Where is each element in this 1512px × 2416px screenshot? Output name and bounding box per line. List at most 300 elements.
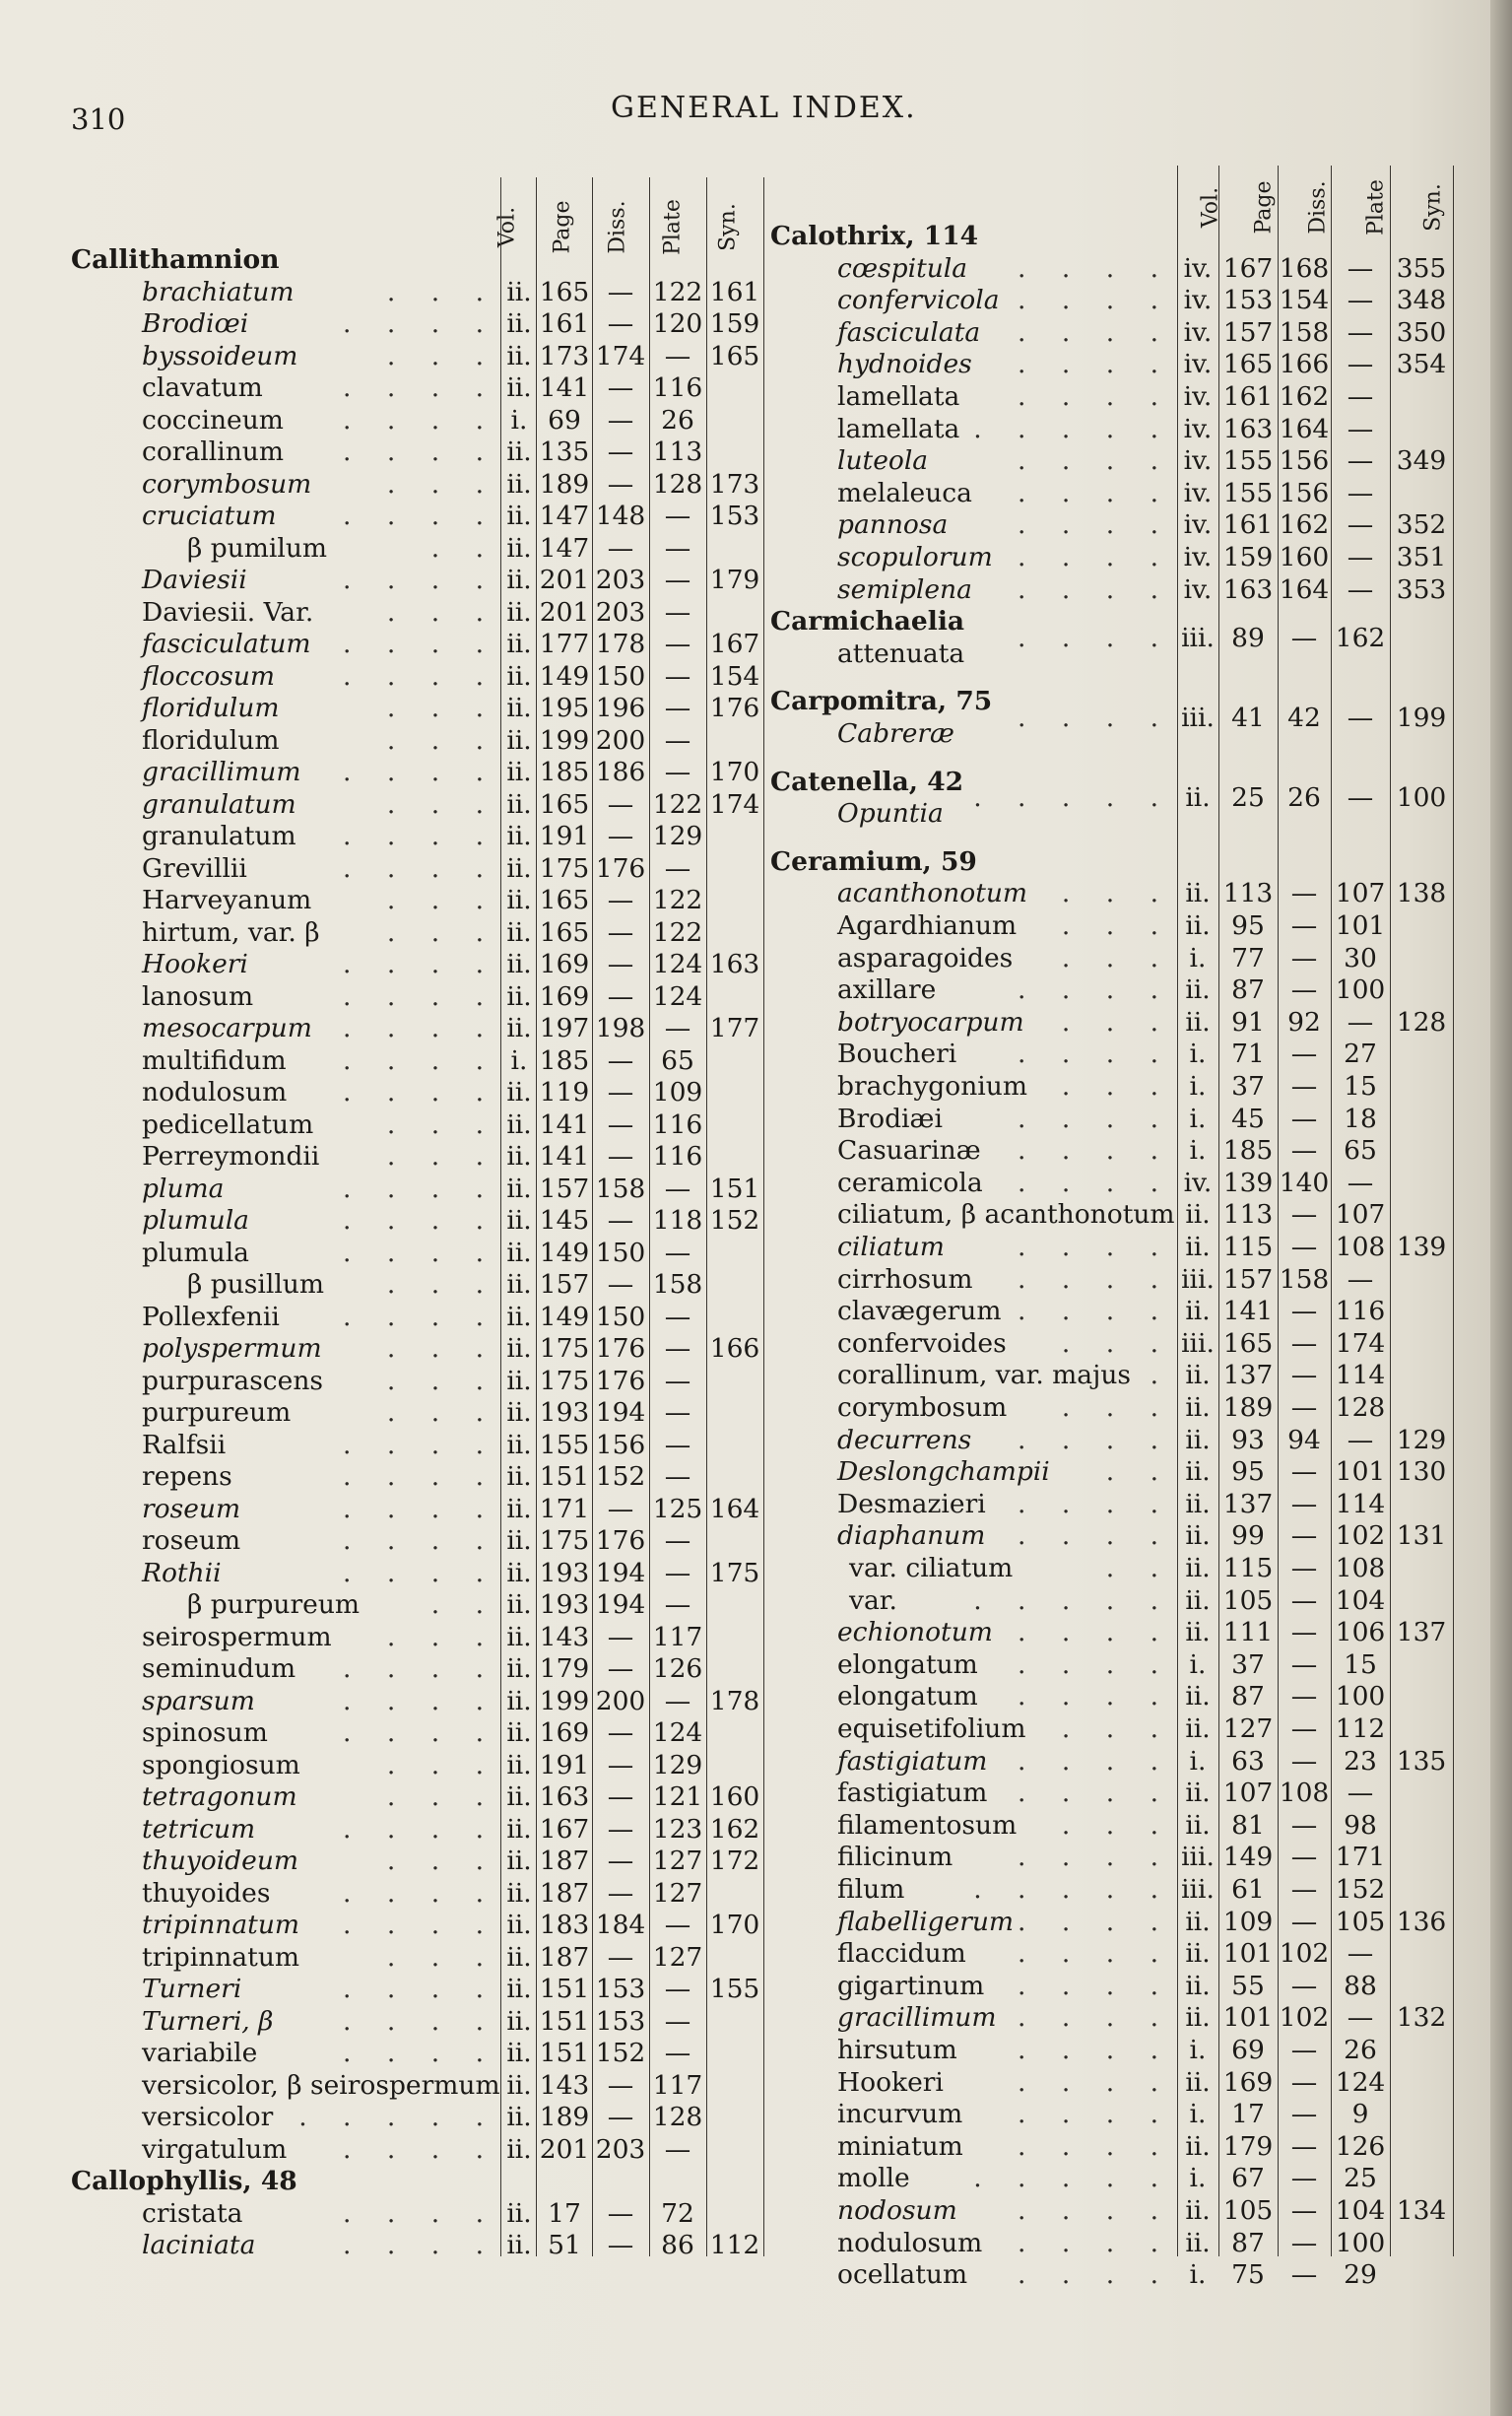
species-name: brachygonium — [837, 1071, 1027, 1102]
diss-cell: — — [1290, 942, 1318, 973]
vol-cell: ii. — [506, 693, 532, 723]
leader-dots: . . . . — [1018, 1778, 1172, 1809]
diss-cell: 198 — [595, 1013, 646, 1043]
species-name: fasciculata — [837, 316, 981, 348]
vol-cell: ii. — [506, 1717, 532, 1748]
plate-cell: 162 — [1335, 622, 1386, 653]
leader-dots: . . . . — [1018, 542, 1172, 572]
diss-cell: 158 — [595, 1173, 646, 1204]
diss-cell: — — [1290, 1809, 1318, 1841]
diss-cell: — — [607, 1493, 634, 1524]
species-name: Cabreræ — [837, 718, 954, 749]
species-name: scopulorum — [837, 542, 993, 572]
diss-cell: 102 — [1279, 2002, 1330, 2034]
diss-cell: 158 — [1279, 1263, 1330, 1295]
plate-cell: 112 — [1335, 1713, 1386, 1744]
vol-cell: ii. — [506, 1108, 532, 1140]
diss-cell: — — [1290, 1970, 1318, 2001]
leader-dots: . . . — [386, 1141, 497, 1172]
diss-cell: 156 — [1279, 477, 1330, 508]
syn-header: Syn. — [715, 203, 741, 251]
diss-cell: — — [607, 788, 634, 820]
diss-header: Diss. — [1305, 180, 1331, 235]
species-name: clavægerum — [837, 1296, 1002, 1327]
species-name: β pumilum — [187, 532, 328, 564]
vol-cell: ii. — [1185, 1906, 1211, 1937]
vol-cell: ii. — [1185, 1232, 1211, 1262]
vol-cell: i. — [1189, 1648, 1207, 1680]
page-cell: 69 — [1231, 2035, 1265, 2065]
index-entry — [0, 1746, 1512, 1778]
page-cell: 101 — [1222, 2002, 1274, 2034]
plate-cell: 30 — [1344, 942, 1377, 973]
vol-cell: i. — [1189, 2035, 1207, 2065]
species-name: Harveyanum — [142, 885, 312, 915]
vol-cell: ii. — [506, 1365, 532, 1396]
vol-cell: ii. — [506, 949, 532, 979]
vol-cell: ii. — [506, 1269, 532, 1300]
vol-header: Vol. — [494, 206, 520, 248]
index-entry — [0, 1039, 1512, 1070]
vol-cell: iv. — [1183, 477, 1213, 508]
syn-cell: 129 — [1396, 1424, 1447, 1455]
plate-cell: — — [664, 340, 691, 371]
vol-cell: ii. — [506, 852, 532, 884]
page-cell: 163 — [1222, 413, 1274, 444]
leader-dots: . . . — [1061, 1392, 1172, 1423]
syn-cell: 161 — [709, 276, 760, 307]
leader-dots: . . . . — [1018, 2002, 1172, 2034]
page-cell: 197 — [539, 1013, 590, 1043]
leader-dots: . . . — [1061, 1809, 1172, 1841]
page-cell: 155 — [539, 1429, 590, 1460]
vol-cell: ii. — [506, 2069, 532, 2101]
plate-cell: 102 — [1335, 1520, 1386, 1552]
page-cell: 81 — [1231, 1809, 1265, 1841]
diss-cell: — — [607, 1653, 634, 1684]
leader-dots: . . . . — [1018, 1648, 1172, 1680]
index-entry — [0, 1007, 1512, 1039]
diss-cell: — — [607, 1205, 634, 1236]
leader-dots: . . . . — [343, 1813, 497, 1845]
plate-cell: — — [1347, 445, 1374, 477]
diss-cell: 42 — [1287, 703, 1321, 733]
vol-cell: ii. — [506, 1141, 532, 1172]
plate-cell: — — [1347, 285, 1374, 316]
syn-header: Syn. — [1420, 183, 1446, 232]
vol-cell: ii. — [506, 1397, 532, 1428]
leader-dots: . . . . — [1018, 2035, 1172, 2065]
species-name: Agardhianum — [837, 910, 1018, 941]
leader-dots: . . . . — [343, 660, 497, 692]
species-name: Daviesii. Var. — [142, 596, 314, 628]
plate-cell: — — [664, 532, 691, 564]
leader-dots: . . . — [386, 596, 497, 628]
page-cell: 191 — [539, 1749, 590, 1780]
diss-cell: — — [1290, 1584, 1318, 1616]
plate-cell: 114 — [1335, 1488, 1386, 1519]
syn-cell: 154 — [709, 660, 760, 692]
syn-cell: 174 — [709, 788, 760, 820]
leader-dots: . . . . — [343, 1173, 497, 1204]
page-cell: 101 — [1222, 1938, 1274, 1970]
index-entry — [0, 2195, 1512, 2227]
page-cell: 163 — [539, 1781, 590, 1812]
species-name: polyspermum — [142, 1333, 322, 1364]
vol-cell: ii. — [1185, 1296, 1211, 1327]
vol-cell: ii. — [1185, 1424, 1211, 1455]
page-cell: 185 — [1222, 1135, 1274, 1167]
page-cell: 193 — [539, 1557, 590, 1588]
vol-cell: ii. — [1185, 1713, 1211, 1744]
index-entry — [0, 542, 1512, 573]
page-cell: 193 — [539, 1589, 590, 1620]
diss-cell: — — [1290, 1745, 1318, 1777]
species-name: fasciculatum — [142, 629, 311, 659]
diss-cell: 153 — [595, 1974, 646, 2004]
diss-cell: 194 — [595, 1397, 646, 1428]
diss-cell: — — [1290, 1103, 1318, 1134]
vol-cell: ii. — [1185, 1456, 1211, 1488]
page-cell: 87 — [1231, 2227, 1265, 2258]
page-cell: 145 — [539, 1205, 590, 1236]
index-entry — [0, 445, 1512, 477]
leader-dots: . . . . — [1018, 573, 1172, 605]
syn-cell: 135 — [1396, 1745, 1447, 1777]
diss-cell: — — [1290, 622, 1318, 653]
vol-cell: ii. — [506, 1205, 532, 1236]
species-name: ocellatum — [837, 2259, 968, 2291]
diss-cell: 148 — [595, 501, 646, 531]
vol-cell: i. — [1189, 2163, 1207, 2194]
leader-dots: . . . . — [343, 1429, 497, 1460]
page-cell: 147 — [539, 501, 590, 531]
diss-cell: — — [607, 1749, 634, 1780]
page-cell: 91 — [1231, 1006, 1265, 1038]
index-entry — [0, 1713, 1512, 1745]
page-cell: 187 — [539, 1877, 590, 1909]
diss-cell: — — [607, 1141, 634, 1172]
species-name: Hookeri — [142, 949, 248, 979]
vol-cell: ii. — [506, 372, 532, 403]
page-cell: 25 — [1231, 782, 1265, 814]
leader-dots: . . . . — [343, 2005, 497, 2037]
vol-cell: ii. — [506, 436, 532, 467]
index-entry — [0, 317, 1512, 349]
species-name: multifidum — [142, 1044, 287, 1076]
plate-cell: 106 — [1335, 1617, 1386, 1648]
syn-cell: 349 — [1396, 445, 1447, 477]
index-entry — [0, 2035, 1512, 2066]
species-name: elongatum — [837, 1681, 978, 1712]
page-cell: 141 — [539, 1108, 590, 1140]
diss-cell: — — [1290, 1392, 1318, 1423]
diss-cell: — — [607, 1813, 634, 1845]
plate-cell: 128 — [652, 468, 703, 500]
page-cell: 187 — [539, 1941, 590, 1973]
leader-dots: . . . — [386, 693, 497, 723]
vol-cell: ii. — [1185, 1970, 1211, 2001]
vol-cell: ii. — [506, 1974, 532, 2004]
page-cell: 179 — [539, 1653, 590, 1684]
species-name: byssoideum — [142, 340, 298, 371]
diss-cell: 194 — [595, 1557, 646, 1588]
species-name: floridulum — [142, 724, 280, 756]
plate-cell: — — [664, 1301, 691, 1332]
diss-cell: — — [1290, 2099, 1318, 2130]
leader-dots: . . . . — [343, 1525, 497, 1556]
leader-dots: . . . — [386, 788, 497, 820]
species-name: confervoides — [837, 1327, 1007, 1359]
species-name: incurvum — [837, 2099, 963, 2130]
species-name: ciliatum — [837, 1232, 945, 1262]
leader-dots: . . . — [386, 1397, 497, 1428]
species-name: Grevillii — [142, 852, 247, 884]
diss-cell: — — [1290, 2195, 1318, 2226]
species-name: sparsum — [142, 1685, 255, 1716]
syn-cell: 163 — [709, 949, 760, 979]
leader-dots: . . . . — [1018, 1681, 1172, 1712]
genus-name: Catenella, 42 — [770, 766, 964, 797]
species-name: gracillimum — [837, 2002, 997, 2034]
diss-cell: 156 — [1279, 445, 1330, 477]
leader-dots: . . . . — [343, 372, 497, 403]
diss-cell: — — [607, 468, 634, 500]
leader-dots: . . . — [1061, 1006, 1172, 1038]
leader-dots: . . — [430, 1589, 497, 1620]
diss-cell: 153 — [595, 2005, 646, 2037]
plate-cell: 128 — [1335, 1392, 1386, 1423]
species-name: brachiatum — [142, 276, 295, 307]
diss-header: Diss. — [605, 200, 630, 254]
plate-cell: — — [1347, 1006, 1374, 1038]
species-name: axillare — [837, 974, 937, 1006]
index-entry — [0, 910, 1512, 942]
leader-dots: . . . . — [1018, 381, 1172, 412]
page-cell: 149 — [539, 1301, 590, 1332]
species-name: hirsutum — [837, 2035, 957, 2065]
running-head: GENERAL INDEX. — [611, 91, 917, 125]
plate-cell: — — [664, 1237, 691, 1268]
species-name: cruciatum — [142, 501, 277, 531]
leader-dots: . . . — [1061, 1071, 1172, 1102]
plate-cell: 86 — [661, 2230, 694, 2260]
plate-cell: 25 — [1344, 2163, 1377, 2194]
plate-cell: — — [1347, 509, 1374, 541]
diss-cell: 152 — [595, 2038, 646, 2068]
plate-cell: 126 — [1335, 2130, 1386, 2162]
diss-cell: — — [607, 1941, 634, 1973]
species-name: luteola — [837, 445, 929, 477]
leader-dots: . . . . — [1018, 2130, 1172, 2162]
page-cell: 95 — [1231, 910, 1265, 941]
page-cell: 165 — [1222, 349, 1274, 380]
plate-cell: 120 — [652, 308, 703, 339]
leader-dots: . . . . — [1018, 316, 1172, 348]
diss-cell: 162 — [1279, 381, 1330, 412]
plate-cell: 100 — [1335, 2227, 1386, 2258]
page-cell: 63 — [1231, 1745, 1265, 1777]
page-cell: 201 — [539, 565, 590, 595]
species-name: granulatum — [142, 821, 296, 851]
species-name: corymbosum — [142, 468, 312, 500]
page-cell: 157 — [1222, 1263, 1274, 1295]
index-entry — [0, 1585, 1512, 1617]
species-name: equisetifolium — [837, 1713, 1026, 1744]
leader-dots: . . . . . — [973, 2163, 1172, 2194]
species-name: Turneri, β — [142, 2005, 274, 2037]
diss-cell: 102 — [1279, 1938, 1330, 1970]
page-cell: 165 — [1222, 1327, 1274, 1359]
plate-cell: 127 — [652, 1877, 703, 1909]
diss-cell: — — [607, 532, 634, 564]
page-cell: 199 — [539, 1685, 590, 1716]
plate-cell: 122 — [652, 788, 703, 820]
species-name: pedicellatum — [142, 1108, 314, 1140]
vol-cell: i. — [510, 1044, 528, 1076]
diss-cell: 184 — [595, 1910, 646, 1940]
species-name: roseum — [142, 1525, 241, 1556]
index-entry — [0, 878, 1512, 909]
species-name: nodulosum — [142, 1077, 288, 1107]
plate-cell: 101 — [1335, 910, 1386, 941]
page-cell: 201 — [539, 596, 590, 628]
diss-cell: — — [607, 1044, 634, 1076]
page-cell: 165 — [539, 788, 590, 820]
vol-cell: ii. — [1185, 2130, 1211, 2162]
vol-cell: ii. — [506, 1333, 532, 1364]
leader-dots: . . . . — [1018, 974, 1172, 1006]
page-cell: 151 — [539, 2038, 590, 2068]
vol-cell: i. — [510, 404, 528, 436]
diss-cell: — — [1290, 1199, 1318, 1231]
index-entry — [0, 1681, 1512, 1712]
species-name: attenuata — [837, 638, 965, 669]
page-cell: 71 — [1231, 1039, 1265, 1070]
plate-cell: 114 — [1335, 1360, 1386, 1391]
species-name: versicolor, β seirospermum — [142, 2069, 500, 2101]
page-cell: 173 — [539, 340, 590, 371]
index-entry — [0, 1425, 1512, 1456]
species-name: acanthonotum — [837, 878, 1028, 909]
species-name: echionotum — [837, 1617, 993, 1648]
page-cell: 161 — [1222, 381, 1274, 412]
plate-cell: 122 — [652, 885, 703, 915]
plate-cell: — — [664, 1974, 691, 2004]
leader-dots: . . . . — [1018, 2066, 1172, 2098]
page-cell: 67 — [1231, 2163, 1265, 2194]
plate-cell: 105 — [1335, 1906, 1386, 1937]
vol-cell: ii. — [1185, 1553, 1211, 1583]
vol-cell: ii. — [1185, 1617, 1211, 1648]
page-cell: 175 — [539, 1333, 590, 1364]
vol-cell: ii. — [506, 308, 532, 339]
plate-cell: — — [664, 724, 691, 756]
vol-cell: iv. — [1183, 252, 1213, 284]
syn-cell: 178 — [709, 1685, 760, 1716]
species-name: β pusillum — [187, 1269, 324, 1300]
vol-cell: ii. — [506, 1557, 532, 1588]
leader-dots: . . . . — [343, 1205, 497, 1236]
vol-cell: i. — [1189, 942, 1207, 973]
diss-cell: 94 — [1287, 1424, 1321, 1455]
leader-dots: . . . — [386, 724, 497, 756]
plate-cell: — — [1347, 252, 1374, 284]
vol-cell: ii. — [506, 2038, 532, 2068]
index-entry — [0, 2163, 1512, 2194]
syn-cell: 170 — [709, 1910, 760, 1940]
diss-cell: — — [1290, 878, 1318, 909]
leader-dots: . . . . — [343, 2133, 497, 2165]
index-entry — [0, 1392, 1512, 1424]
species-name: corallinum, var. majus — [837, 1360, 1131, 1391]
vol-cell: i. — [1189, 1039, 1207, 1070]
plate-cell: — — [664, 1365, 691, 1396]
page-cell: 37 — [1231, 1648, 1265, 1680]
diss-cell: — — [1290, 2163, 1318, 2194]
diss-cell: — — [1290, 1906, 1318, 1937]
leader-dots: . . . — [1061, 878, 1172, 909]
index-entry — [0, 1168, 1512, 1199]
page-cell: 115 — [1222, 1553, 1274, 1583]
vol-cell: ii. — [506, 2230, 532, 2260]
plate-cell: — — [664, 1461, 691, 1492]
species-name: Brodiœi — [142, 308, 249, 339]
syn-cell: 199 — [1396, 703, 1447, 733]
page-cell: 93 — [1231, 1424, 1265, 1455]
species-name: tripinnatum — [142, 1910, 300, 1940]
diss-cell: 152 — [595, 1461, 646, 1492]
vol-cell: ii. — [506, 2133, 532, 2165]
plate-cell: 125 — [652, 1493, 703, 1524]
vol-cell: ii. — [506, 1653, 532, 1684]
syn-cell: 131 — [1396, 1520, 1447, 1552]
vol-cell: ii. — [506, 468, 532, 500]
plate-cell: 98 — [1344, 1809, 1377, 1841]
plate-cell: — — [664, 693, 691, 723]
syn-cell: 348 — [1396, 285, 1447, 316]
leader-dots: . . . . — [343, 2230, 497, 2260]
species-name: pannosa — [837, 509, 949, 541]
leader-dots: . . . . — [1018, 1520, 1172, 1552]
diss-cell: — — [1290, 1488, 1318, 1519]
vol-cell: ii. — [506, 565, 532, 595]
page-cell: 77 — [1231, 942, 1265, 973]
syn-cell: 170 — [709, 757, 760, 787]
species-name: elongatum — [837, 1648, 978, 1680]
species-name: Brodiæi — [837, 1103, 943, 1134]
index-entry — [0, 2002, 1512, 2034]
vol-cell: ii. — [506, 1877, 532, 1909]
diss-cell: — — [1290, 1553, 1318, 1583]
vol-cell: iv. — [1183, 542, 1213, 572]
plate-cell: 108 — [1335, 1232, 1386, 1262]
species-name: flabelligerum — [837, 1906, 1015, 1937]
leader-dots: . . . . — [343, 2197, 497, 2229]
vol-cell: iv. — [1183, 349, 1213, 380]
leader-dots: . . . . — [343, 1301, 497, 1332]
leader-dots: . . . . — [1018, 2227, 1172, 2258]
vol-cell: iv. — [1183, 509, 1213, 541]
plate-cell: — — [664, 852, 691, 884]
diss-cell: 203 — [595, 596, 646, 628]
plate-cell: 121 — [652, 1781, 703, 1812]
species-name: plumula — [142, 1205, 249, 1236]
vol-cell: ii. — [506, 340, 532, 371]
species-name: corallinum — [142, 436, 284, 467]
diss-cell: — — [607, 1077, 634, 1107]
vol-cell: ii. — [506, 788, 532, 820]
